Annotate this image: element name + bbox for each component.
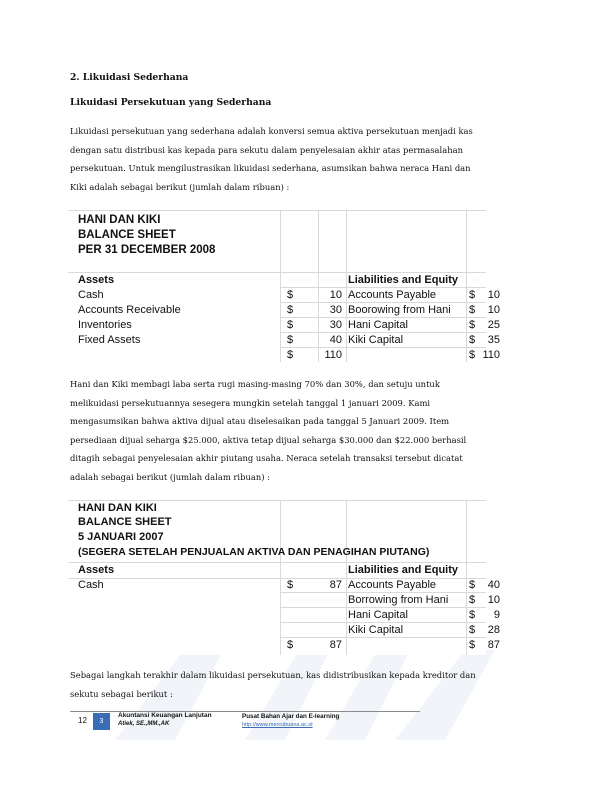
liability-label: Borrowing from Hani bbox=[348, 594, 449, 606]
text-line: dengan satu distribusi kas kepada para sekutu dalam penyelesaian akhir atas permasalahan bbox=[70, 144, 463, 155]
currency-sign: $ bbox=[287, 349, 294, 361]
liability-value: 9 bbox=[493, 609, 500, 621]
text-line: sekutu sebagai berikut : bbox=[70, 688, 173, 699]
currency-sign: $ bbox=[469, 349, 476, 361]
currency-sign: $ bbox=[469, 304, 476, 316]
liability-total: 87 bbox=[487, 639, 500, 651]
assets-header: Assets bbox=[78, 274, 115, 286]
asset-label: Cash bbox=[78, 579, 104, 591]
liability-value: 28 bbox=[487, 624, 500, 636]
balance-sheet-2007 bbox=[68, 500, 500, 655]
liabilities-header: Liabilities and Equity bbox=[348, 274, 459, 286]
currency-sign: $ bbox=[287, 319, 294, 331]
currency-sign: $ bbox=[469, 639, 476, 651]
currency-sign: $ bbox=[469, 624, 476, 636]
liability-label: Hani Capital bbox=[348, 609, 408, 621]
asset-label: Fixed Assets bbox=[78, 334, 141, 346]
section-title: 2. Likuidasi Sederhana bbox=[70, 72, 189, 83]
table-title: HANI DAN KIKI bbox=[78, 502, 157, 514]
assets-header: Assets bbox=[78, 564, 115, 576]
closing-paragraph bbox=[70, 666, 476, 703]
liability-label: Kiki Capital bbox=[348, 624, 404, 636]
table-title: PER 31 DECEMBER 2008 bbox=[78, 244, 216, 256]
footer-author: Atiek, SE.,MM.,AK bbox=[118, 721, 170, 727]
liability-label: Kiki Capital bbox=[348, 334, 404, 346]
liability-value: 10 bbox=[487, 289, 500, 301]
text-line: Kiki adalah sebagai berikut (jumlah dalam ribuan) : bbox=[70, 181, 290, 192]
table-title: 5 JANUARI 2007 bbox=[78, 531, 164, 543]
table-title: BALANCE SHEET bbox=[78, 229, 176, 241]
text-line: ditagih sebagai penyelesaian akhir piutang usaha. Neraca setelah transaksi tersebut dicatat bbox=[70, 453, 463, 463]
currency-sign: $ bbox=[287, 639, 294, 651]
table-title: (SEGERA SETELAH PENJUALAN AKTIVA DAN PENAGIHAN PIUTANG) bbox=[78, 546, 430, 558]
asset-value: 87 bbox=[329, 579, 342, 591]
asset-value: 10 bbox=[329, 289, 342, 301]
liability-value: 10 bbox=[487, 304, 500, 316]
text-line: Likuidasi persekutuan yang sederhana adalah konversi semua aktiva persekutuan menjadi kas bbox=[70, 126, 473, 136]
currency-sign: $ bbox=[287, 289, 294, 301]
footer-badge: 3 bbox=[93, 713, 110, 730]
asset-label: Cash bbox=[78, 289, 104, 301]
page-number: 12 bbox=[78, 716, 87, 725]
asset-value: 30 bbox=[329, 304, 342, 316]
currency-sign: $ bbox=[287, 304, 294, 316]
asset-value: 30 bbox=[329, 319, 342, 331]
table-title: BALANCE SHEET bbox=[78, 516, 172, 528]
liability-label: Accounts Payable bbox=[348, 579, 437, 591]
liability-total: 110 bbox=[482, 349, 500, 361]
asset-total: 87 bbox=[329, 639, 342, 651]
section-subtitle: Likuidasi Persekutuan yang Sederhana bbox=[70, 97, 272, 108]
text-line: Hani dan Kiki membagi laba serta rugi masing-masing 70% dan 30%, dan setuju untuk bbox=[70, 379, 440, 389]
liability-label: Boorowing from Hani bbox=[348, 304, 451, 316]
footer-link[interactable]: http://www.mercubuana.ac.id bbox=[242, 722, 313, 728]
text-line: adalah sebagai berikut (jumlah dalam ribuan) : bbox=[70, 471, 271, 482]
text-line: Sebagai langkah terakhir dalam likuidasi persekutuan, kas didistribusikan kepada kreditor dan bbox=[70, 670, 476, 680]
liability-value: 10 bbox=[487, 594, 500, 606]
asset-value: 40 bbox=[329, 334, 342, 346]
liability-label: Accounts Payable bbox=[348, 289, 437, 301]
balance-sheet-2008 bbox=[68, 210, 500, 362]
liability-value: 35 bbox=[487, 334, 500, 346]
asset-total: 110 bbox=[324, 349, 342, 361]
currency-sign: $ bbox=[469, 319, 476, 331]
text-line: melikuidasi persekutuannya sesegera mungkin setelah tanggal 1 januari 2009. Kami bbox=[70, 397, 431, 408]
middle-paragraph bbox=[70, 375, 470, 486]
currency-sign: $ bbox=[469, 289, 476, 301]
text-line: mengasumsikan bahwa aktiva dijual atau diselesaikan pada tanggal 5 Januari 2009. Item bbox=[70, 416, 450, 426]
liability-label: Hani Capital bbox=[348, 319, 408, 331]
currency-sign: $ bbox=[469, 609, 476, 621]
asset-label: Inventories bbox=[78, 319, 132, 331]
currency-sign: $ bbox=[469, 579, 476, 591]
table-title: HANI DAN KIKI bbox=[78, 214, 161, 226]
intro-paragraph bbox=[70, 122, 473, 196]
footer-course: Akuntansi Keuangan Lanjutan bbox=[118, 712, 212, 719]
currency-sign: $ bbox=[287, 334, 294, 346]
currency-sign: $ bbox=[469, 594, 476, 606]
currency-sign: $ bbox=[287, 579, 294, 591]
currency-sign: $ bbox=[469, 334, 476, 346]
text-line: persekutuan. Untuk mengilustrasikan likuidasi sederhana, asumsikan bahwa neraca Hani dan bbox=[70, 163, 471, 173]
asset-label: Accounts Receivable bbox=[78, 304, 181, 316]
text-line: persediaan dijual seharga $25.000, aktiva tetap dijual seharga $30.000 dan $22.000 berhasil bbox=[70, 434, 467, 445]
liability-value: 40 bbox=[487, 579, 500, 591]
liabilities-header: Liabilities and Equity bbox=[348, 564, 459, 576]
footer-center-title: Pusat Bahan Ajar dan E-learning bbox=[242, 713, 340, 720]
liability-value: 25 bbox=[487, 319, 500, 331]
